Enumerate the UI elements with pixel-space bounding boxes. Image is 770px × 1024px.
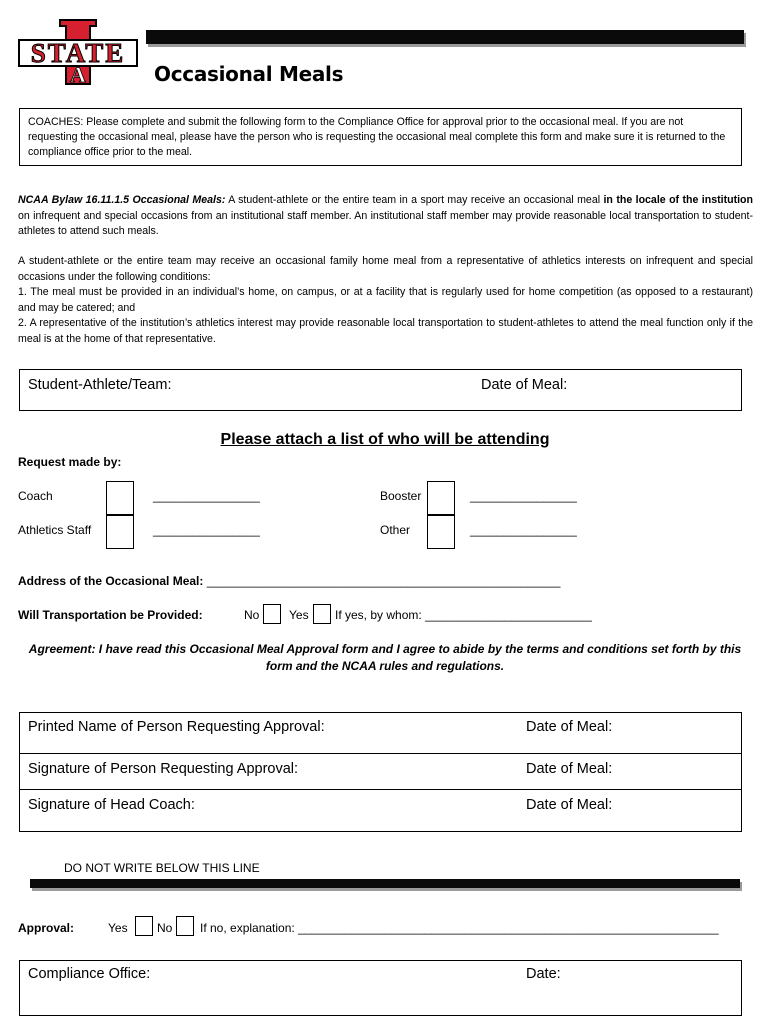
request-heading: Request made by: [18,455,122,469]
other-blank[interactable]: ________________ [470,523,577,537]
transport-by-whom-field[interactable]: _________________________ [425,608,592,622]
logo-letter: A [70,62,86,87]
conditions-item-2: 2. A representative of the institution’s athletics interest may provide reasonable local transportation to student-athletes to attend the meal function only if the meal is at the home of that representative. [18,317,753,345]
approval-no-label: No [157,921,173,935]
coach-blank[interactable]: ________________ [153,489,260,503]
compliance-date-field[interactable] [568,964,733,1010]
signature-divider-1 [19,753,742,754]
page-title: Occasional Meals [154,62,344,86]
explanation-row [200,921,719,935]
signature-coach-field[interactable] [200,794,515,828]
athletics-staff-label: Athletics Staff [18,523,92,537]
coach-label: Coach [18,489,53,503]
header-divider [146,30,744,44]
bylaw-bold-phrase: in the locale of the institution [603,194,753,206]
address-row [18,574,560,588]
date-of-meal-label: Date of Meal: [481,377,568,393]
printed-name-date-label: Date of Meal: [526,719,613,735]
transport-by-whom-row [335,608,592,622]
signature-person-label: Signature of Person Requesting Approval: [28,761,299,777]
other-label: Other [380,523,411,537]
explanation-field[interactable]: _______________________________________________________________ [298,921,719,935]
signature-person-date-label: Date of Meal: [526,761,613,777]
transport-no-checkbox[interactable] [263,604,281,624]
logo-text: STATE [30,38,126,68]
printed-name-label: Printed Name of Person Requesting Approval: [28,719,325,735]
printed-name-field[interactable] [325,716,515,748]
address-label: Address of the Occasional Meal: [18,574,207,588]
booster-blank[interactable]: ________________ [470,489,577,503]
signature-divider-2 [19,789,742,790]
transport-yes-label: Yes [289,608,309,622]
conditions-paragraph [18,254,753,347]
lower-divider [30,879,740,888]
address-field[interactable]: _____________________________________________________ [206,574,561,588]
signature-coach-date-label: Date of Meal: [526,797,613,813]
approval-no-checkbox[interactable] [176,916,194,936]
agreement-text: Agreement: I have read this Occasional Meal Approval form and I agree to abide by the terms and conditions set forth by this form and the NCAA rules and regulations. [28,642,742,673]
date-of-meal-field[interactable] [578,376,733,402]
transport-by-whom-label: If yes, by whom: [335,608,426,622]
approval-label: Approval: [18,921,75,935]
do-not-write-label: DO NOT WRITE BELOW THIS LINE [64,861,260,875]
signature-coach-label: Signature of Head Coach: [28,797,195,813]
compliance-date-label: Date: [526,966,561,982]
transport-label: Will Transportation be Provided: [18,608,203,622]
approval-yes-label: Yes [108,921,128,935]
state-logo [16,16,140,88]
bylaw-paragraph [18,193,753,240]
attach-list-heading: Please attach a list of who will be attending [220,431,550,448]
approval-yes-checkbox[interactable] [135,916,153,936]
athletics-staff-blank[interactable]: ________________ [153,523,260,537]
booster-checkbox[interactable] [427,481,455,515]
compliance-office-field[interactable] [160,964,515,1010]
explanation-label: If no, explanation: [200,921,299,935]
coaches-note: COACHES: Please complete and submit the following form to the Compliance Office for approval prior to the occasional meal. If you are not requesting the occasional meal, please have the person who is requesting the occasional meal complete this form and make sure it is returned to the compliance office prior to the meal. [19,108,742,166]
conditions-intro: A student-athlete or the entire team may receive an occasional family home meal from a representative of athletics interests on infrequent and special occasions under the following conditions: [18,255,753,283]
bylaw-text-1: A student-athlete or the entire team in a sport may receive an occasional meal [225,194,604,206]
bylaw-heading: NCAA Bylaw 16.11.1.5 Occasional Meals: [18,194,226,206]
student-athlete-label: Student-Athlete/Team: [28,377,172,393]
conditions-item-1: 1. The meal must be provided in an individual’s home, on campus, or at a facility that is regularly used for home competition (as opposed to a restaurant) and may be catered; and [18,286,753,314]
athletics-staff-checkbox[interactable] [106,515,134,549]
bylaw-text-2: on infrequent and special occasions from an institutional staff member. An institutional staff member may provide reasonable local transportation to student-athletes to attend such meals. [18,209,753,237]
coach-checkbox[interactable] [106,481,134,515]
transport-yes-checkbox[interactable] [313,604,331,624]
signature-person-field[interactable] [300,757,515,785]
booster-label: Booster [380,489,422,503]
student-athlete-field[interactable] [190,376,470,402]
compliance-office-label: Compliance Office: [28,966,151,982]
other-checkbox[interactable] [427,515,455,549]
transport-no-label: No [244,608,260,622]
